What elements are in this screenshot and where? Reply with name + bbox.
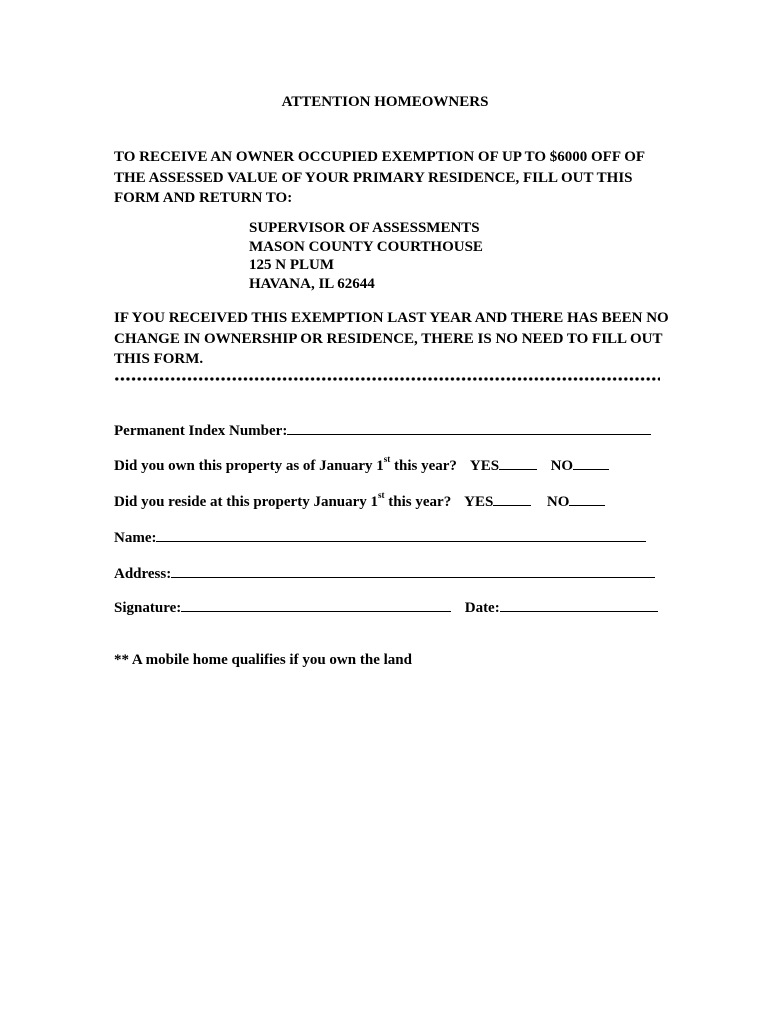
- address-line-2: MASON COUNTY COURTHOUSE: [249, 238, 483, 255]
- name-row: [114, 528, 646, 547]
- reside-no-label: NO: [546, 494, 570, 510]
- pin-input-line[interactable]: [287, 421, 651, 435]
- reside-no-blank[interactable]: [569, 492, 605, 506]
- reside-yes-label: YES: [464, 494, 494, 510]
- page-title: ATTENTION HOMEOWNERS: [281, 94, 489, 110]
- address-line-3: 125 N PLUM: [249, 257, 334, 273]
- address-line-4: HAVANA, IL 62644: [249, 275, 375, 292]
- signature-label: Signature:: [114, 600, 182, 616]
- address-line-1: SUPERVISOR OF ASSESSMENTS: [249, 220, 480, 236]
- reside-question-row: [114, 492, 605, 511]
- date-input-line[interactable]: [500, 598, 658, 612]
- date-label: Date:: [464, 600, 500, 616]
- own-question-row: [114, 456, 609, 475]
- own-no-label: NO: [550, 458, 574, 474]
- name-input-line[interactable]: [156, 528, 646, 542]
- intro-paragraph: TO RECEIVE AN OWNER OCCUPIED EXEMPTION OF UP TO $6000 OFF OF THE ASSESSED VALUE OF YOUR PRIMARY RESIDENCE, FILL OUT THIS FORM AND RETURN TO:: [114, 149, 645, 206]
- own-no-blank[interactable]: [573, 456, 609, 470]
- mailing-address: [249, 219, 483, 293]
- own-question-text: Did you own this property as of January 1st this year?: [114, 454, 457, 474]
- reside-question-text: Did you reside at this property January 1st this year?: [114, 490, 452, 510]
- address-label: Address:: [114, 566, 172, 582]
- signature-row: [114, 598, 658, 617]
- pin-row: [114, 421, 651, 440]
- footnote: ** A mobile home qualifies if you own the land: [114, 652, 412, 668]
- signature-input-line[interactable]: [181, 598, 451, 612]
- own-yes-blank[interactable]: [499, 456, 537, 470]
- notice-paragraph: IF YOU RECEIVED THIS EXEMPTION LAST YEAR AND THERE HAS BEEN NO CHANGE IN OWNERSHIP OR RESIDENCE, THERE IS NO NEED TO FILL OUT THIS FORM.: [114, 310, 669, 367]
- pin-label: Permanent Index Number:: [114, 423, 288, 439]
- name-label: Name:: [114, 530, 157, 546]
- own-yes-label: YES: [469, 458, 500, 474]
- reside-yes-blank[interactable]: [493, 492, 531, 506]
- address-input-line[interactable]: [171, 564, 655, 578]
- dotted-divider: [114, 376, 660, 382]
- address-row: [114, 564, 655, 583]
